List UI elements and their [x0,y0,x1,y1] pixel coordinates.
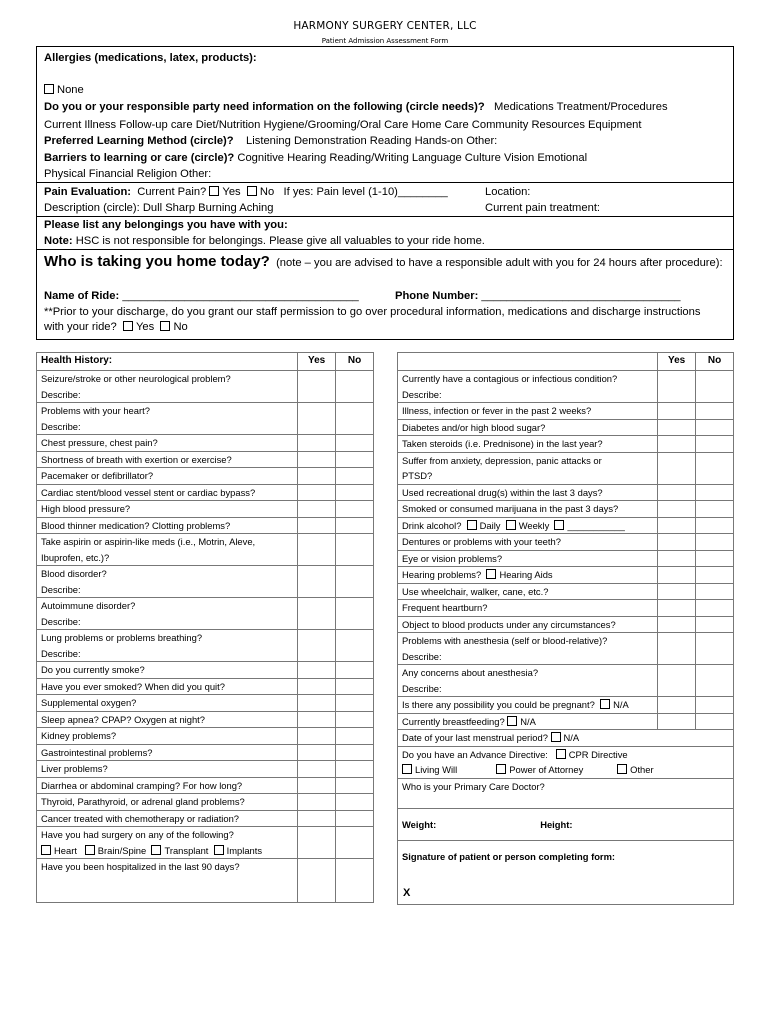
pain-no-checkbox[interactable] [247,186,257,196]
no-column-header: No [696,353,734,371]
table-row: Diabetes and/or high blood sugar? [398,419,734,436]
ride-consent-text: **Prior to your discharge, do you grant our staff permission to go over procedural information, medications and discharge instructions [44,306,701,318]
signature-x[interactable]: X [403,887,411,899]
table-row: Suffer from anxiety, depression, panic attacks or PTSD? [398,452,734,484]
table-row: Cardiac stent/blood vessel stent or cardiac bypass? [37,484,374,501]
table-row: Frequent heartburn? [398,600,734,617]
table-row: Have you had surgery on any of the following? Heart Brain/Spine Transplant Implants [37,827,374,859]
table-row: Who is your Primary Care Doctor? [398,778,734,808]
table-row: Do you have an Advance Directive: CPR Directive Living Will Power of Attorney Other [398,746,734,778]
needs-question: Do you or your responsible party need information on the following (circle needs)? Medications Treatment/Procedures [44,101,668,113]
table-row: Currently have a contagious or infectious condition? Describe: [398,371,734,403]
table-row: Dentures or problems with your teeth? [398,534,734,551]
table-row [398,808,734,840]
consent-yes-checkbox[interactable] [123,321,133,331]
table-row: Chest pressure, chest pain? [37,435,374,452]
table-row: Any concerns about anesthesia? Describe: [398,665,734,697]
table-row: Taken steroids (i.e. Prednisone) in the last year? [398,436,734,453]
table-row: Gastrointestinal problems? [37,744,374,761]
pain-evaluation: Pain Evaluation: Current Pain? Yes No If yes: Pain level (1-10)________ [44,186,448,198]
pain-location: Location: [485,186,531,198]
table-row: Date of your last menstrual period? N/A [398,730,734,747]
hearing-aids-checkbox[interactable] [486,569,496,579]
allergies-none-checkbox[interactable] [44,84,54,94]
table-row: Pacemaker or defibrillator? [37,468,374,485]
pain-treatment: Current pain treatment: [485,202,601,214]
table-row: Problems with anesthesia (self or blood-relative)? Describe: [398,633,734,665]
table-row: Problems with your heart? Describe: [37,403,374,435]
implants-checkbox[interactable] [214,845,224,855]
table-row: Diarrhea or abdominal cramping? For how long? [37,777,374,794]
no-cell[interactable] [336,371,374,403]
belongings-label: Please list any belongings you have with you: [44,219,288,231]
table-row: Supplemental oxygen? [37,695,374,712]
table-row: Blood disorder? Describe: [37,566,374,598]
patient-info-section [36,46,734,340]
learning-method[interactable]: Preferred Learning Method (circle)? Listening Demonstration Reading Hands-on Other: [44,135,498,147]
health-history-table [36,352,374,903]
table-row: Have you ever smoked? When did you quit? [37,678,374,695]
pain-description[interactable]: Description (circle): Dull Sharp Burning Aching [44,202,274,214]
ride-question: Who is taking you home today? (note – you are advised to have a responsible adult with you for 24 hours after procedure): [44,253,723,270]
yes-cell[interactable] [298,371,336,403]
table-row: Sleep apnea? CPAP? Oxygen at night? [37,711,374,728]
belongings-note: Note: HSC is not responsible for belongings. Please give all valuables to your ride home. [44,235,485,247]
allergies-label: Allergies (medications, latex, products): [44,52,257,64]
ride-name-field[interactable]: Name of Ride: ______________________________________ [44,290,359,302]
alcohol-weekly-checkbox[interactable] [506,520,516,530]
no-column-header: No [336,353,374,371]
table-row: Have you been hospitalized in the last 90 days? [37,859,374,903]
table-row: Seizure/stroke or other neurological problem? Describe: [37,371,374,403]
pregnant-na-checkbox[interactable] [600,699,610,709]
weight-field[interactable]: Weight: [402,818,437,830]
table-row: Blood thinner medication? Clotting problems? [37,517,374,534]
barriers-options[interactable]: Physical Financial Religion Other: [44,168,212,180]
power-of-attorney-checkbox[interactable] [496,764,506,774]
table-row: Cancer treated with chemotherapy or radiation? [37,810,374,827]
table-row: Eye or vision problems? [398,550,734,567]
table-row: Take aspirin or aspirin-like meds (i.e., Motrin, Aleve, Ibuprofen, etc.)? [37,534,374,566]
table-row: Currently breastfeeding? N/A [398,713,734,730]
cpr-directive-checkbox[interactable] [556,749,566,759]
transplant-checkbox[interactable] [151,845,161,855]
heart-checkbox[interactable] [41,845,51,855]
table-row: Shortness of breath with exertion or exercise? [37,451,374,468]
living-will-checkbox[interactable] [402,764,412,774]
yes-column-header: Yes [658,353,696,371]
table-row: Illness, infection or fever in the past 2 weeks? [398,403,734,420]
allergies-none-option[interactable]: None [44,84,84,97]
health-questions-table [397,352,734,905]
consent-no-checkbox[interactable] [160,321,170,331]
table-row: High blood pressure? [37,501,374,518]
barriers-question[interactable]: Barriers to learning or care (circle)? Cognitive Hearing Reading/Writing Language Culture Vision Emotional [44,152,588,164]
alcohol-daily-checkbox[interactable] [467,520,477,530]
table-row: Used recreational drug(s) within the last 3 days? [398,484,734,501]
table-row: Do you currently smoke? [37,662,374,679]
signature-label: Signature of patient or person completing form: [402,850,616,862]
table-row: Autoimmune disorder? Describe: [37,598,374,630]
table-row: Use wheelchair, walker, cane, etc.? [398,583,734,600]
form-org-title: HARMONY SURGERY CENTER, LLC [293,20,477,32]
table-row: Lung problems or problems breathing? Describe: [37,630,374,662]
needs-options[interactable]: Current Illness Follow-up care Diet/Nutrition Hygiene/Grooming/Oral Care Home Care Community Resources Equipment [44,119,642,131]
table-row: Drink alcohol? Daily Weekly ___________ [398,517,734,534]
table-row: Kidney problems? [37,728,374,745]
table-row: Thyroid, Parathyroid, or adrenal gland problems? [37,794,374,811]
ride-consent-options: with your ride? Yes No [44,321,188,333]
yes-column-header: Yes [298,353,336,371]
table-row: Liver problems? [37,761,374,778]
table-row: Hearing problems? Hearing Aids [398,567,734,584]
table-row: Smoked or consumed marijuana in the past 3 days? [398,501,734,518]
table-row [398,840,734,904]
alcohol-other-checkbox[interactable] [554,520,564,530]
pain-yes-checkbox[interactable] [209,186,219,196]
ride-phone-field[interactable]: Phone Number: ________________________________ [395,290,681,302]
height-field[interactable]: Height: [540,818,573,830]
menstrual-na-checkbox[interactable] [551,732,561,742]
directive-other-checkbox[interactable] [617,764,627,774]
form-subtitle: Patient Admission Assessment Form [321,37,449,45]
table-row: Object to blood products under any circumstances? [398,616,734,633]
health-history-header: Health History: [37,353,298,371]
breastfeeding-na-checkbox[interactable] [507,716,517,726]
brain-spine-checkbox[interactable] [85,845,95,855]
table-row: Is there any possibility you could be pregnant? N/A [398,697,734,714]
